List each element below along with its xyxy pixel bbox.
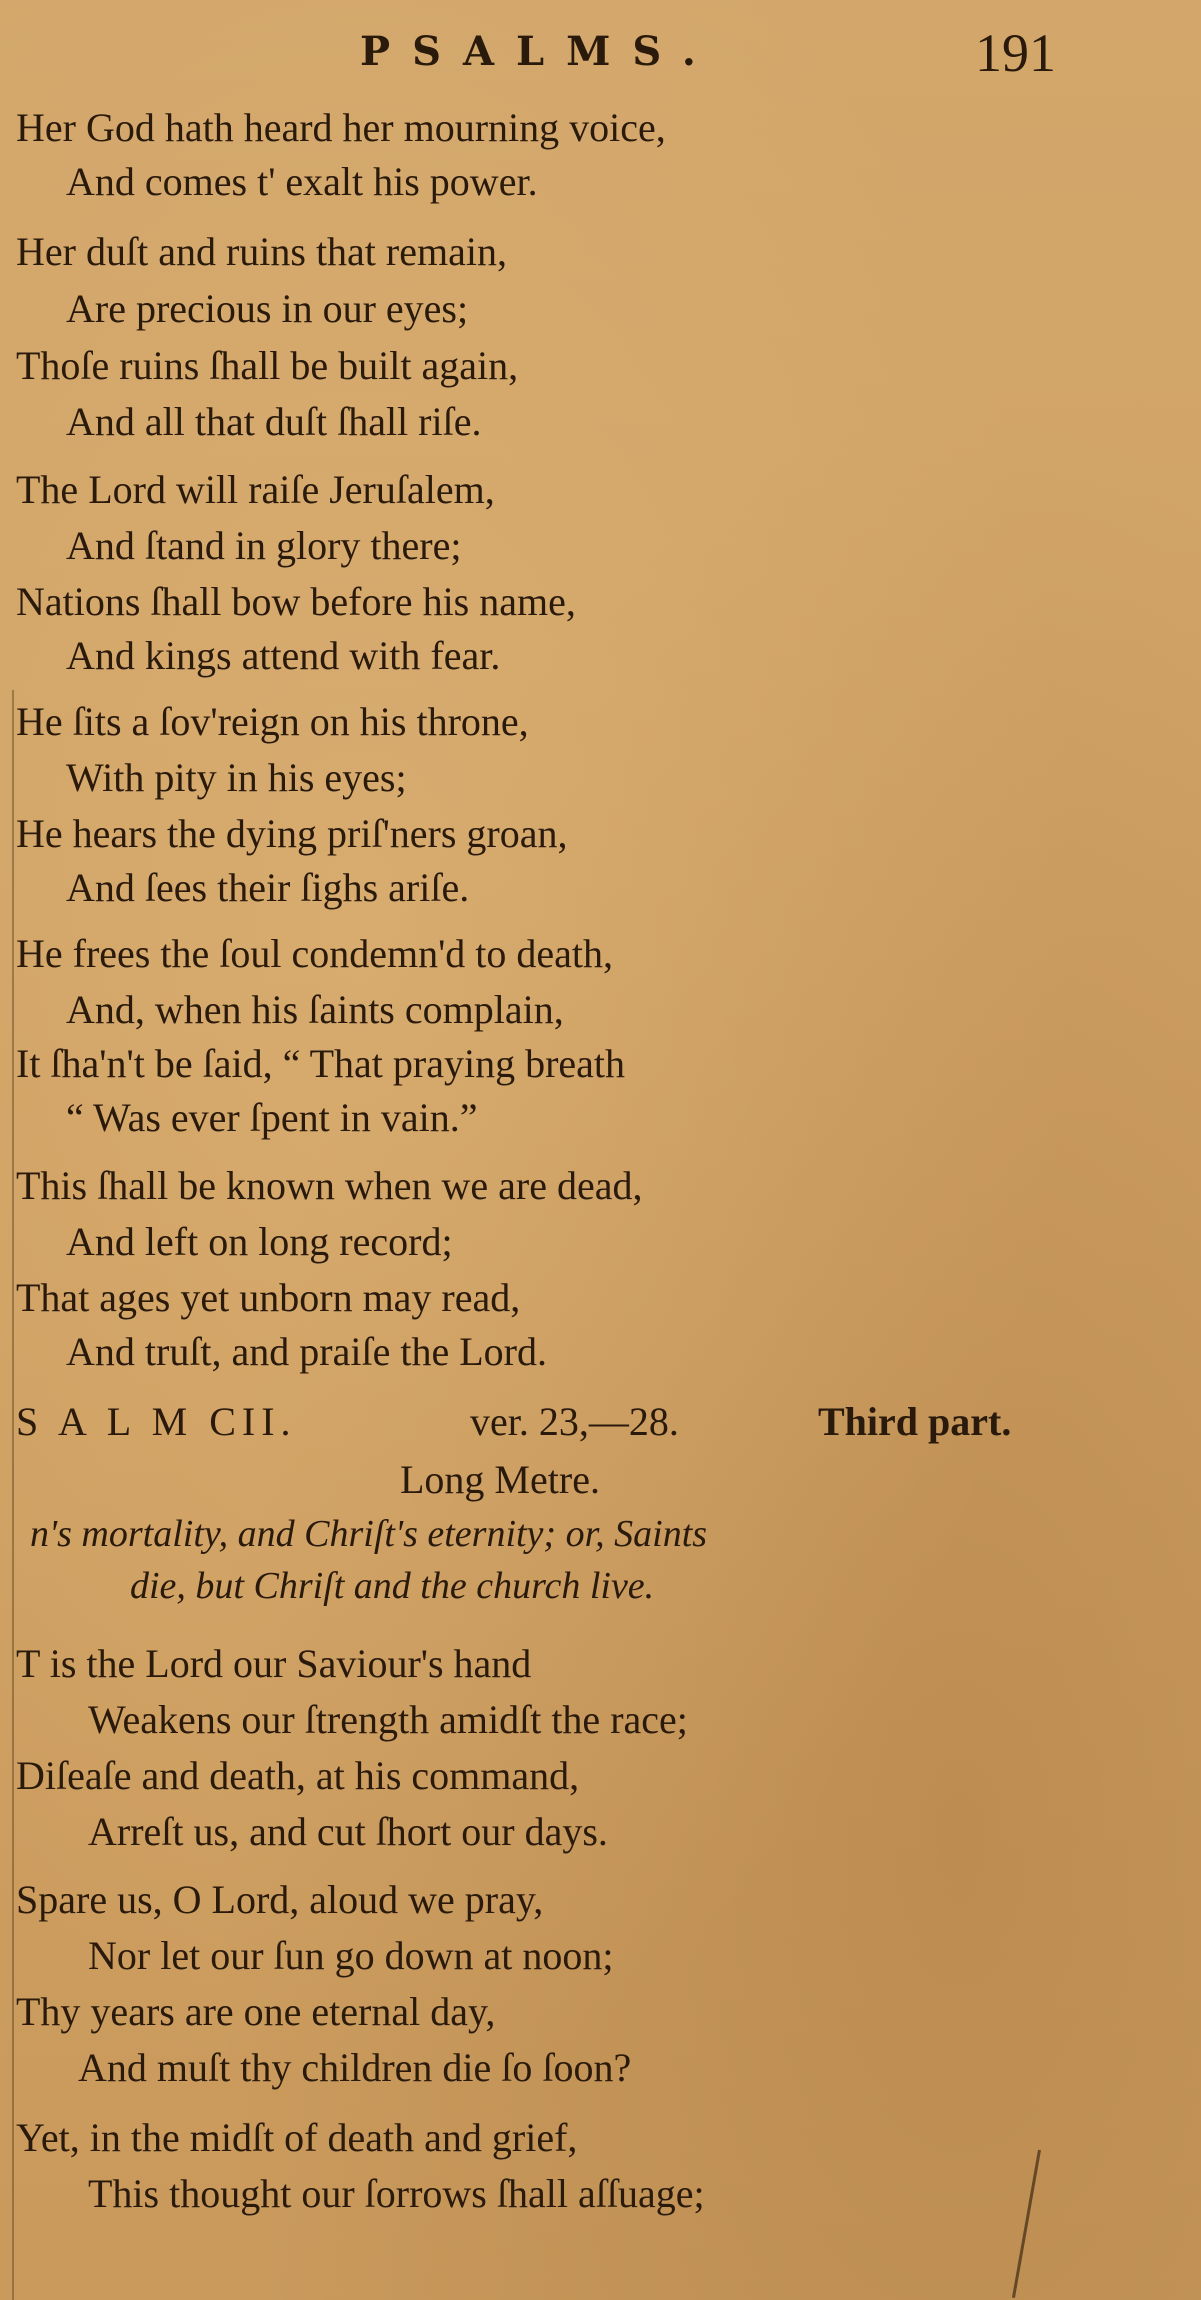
verse-line: T is the Lord our Saviour's hand [16, 1641, 532, 1686]
verse-line: “ Was ever ſpent in vain.” [66, 1095, 478, 1140]
verse-line: Thoſe ruins ſhall be built again, [16, 343, 519, 388]
page-gutter-shadow [12, 690, 14, 2300]
verse-line: Her God hath heard her mourning voice, [16, 105, 666, 150]
verse-line: And ſees their ſighs ariſe. [66, 865, 470, 910]
verse-line: That ages yet unborn may read, [16, 1275, 521, 1320]
verse-line: Spare us, O Lord, aloud we pray, [16, 1877, 544, 1922]
verse-line: Weakens our ſtrength amidſt the race; [88, 1697, 688, 1742]
verse-line: The Lord will raiſe Jeruſalem, [16, 467, 495, 512]
psalm-argument-line: die, but Chriſt and the church live. [130, 1565, 655, 1607]
verse-line: And kings attend with fear. [66, 633, 501, 678]
verse-line: And muſt thy children die ſo ſoon? [78, 2045, 632, 2090]
verse-line: And all that duſt ſhall riſe. [66, 399, 482, 444]
verse-line: Nations ſhall bow before his name, [16, 579, 576, 624]
verse-line: Are precious in our eyes; [66, 286, 469, 331]
verse-line: Her duſt and ruins that remain, [16, 229, 507, 274]
verse-line: Yet, in the midſt of death and grief, [16, 2115, 578, 2160]
verse-line: With pity in his eyes; [66, 755, 407, 800]
verse-line: He ſits a ſov'reign on his throne, [16, 699, 529, 744]
psalm-metre: Long Metre. [400, 1457, 600, 1502]
psalm-heading-title: S A L M CII. [16, 1399, 297, 1444]
running-head-title: PSALMS. [360, 28, 718, 75]
verse-line: Nor let our ſun go down at noon; [88, 1933, 614, 1978]
psalm-heading-verses: ver. 23,—28. [470, 1399, 679, 1444]
verse-line: And ſtand in glory there; [66, 523, 462, 568]
verse-line: It ſha'n't be ſaid, “ That praying breath [16, 1041, 626, 1086]
verse-line: Thy years are one eternal day, [16, 1989, 496, 2034]
verse-line: And left on long record; [66, 1219, 453, 1264]
verse-line: And truſt, and praiſe the Lord. [66, 1329, 547, 1374]
verse-line: He hears the dying priſ'ners groan, [16, 811, 568, 856]
verse-line: He frees the ſoul condemn'd to death, [16, 931, 614, 976]
pen-mark [1012, 2150, 1041, 2298]
verse-line: And, when his ſaints complain, [66, 987, 564, 1032]
running-head [0, 22, 1201, 92]
verse-line: And comes t' exalt his power. [66, 159, 538, 204]
verse-line: Arreſt us, and cut ſhort our days. [88, 1809, 608, 1854]
verse-line: This thought our ſorrows ſhall aſſuage; [88, 2171, 705, 2216]
verse-line: This ſhall be known when we are dead, [16, 1163, 643, 1208]
page-number: 191 [975, 23, 1056, 83]
verse-line: Diſeaſe and death, at his command, [16, 1753, 580, 1798]
psalm-heading-part: Third part. [818, 1399, 1012, 1444]
psalm-argument-line: n's mortality, and Chriſt's eternity; or, Saints [30, 1513, 708, 1555]
